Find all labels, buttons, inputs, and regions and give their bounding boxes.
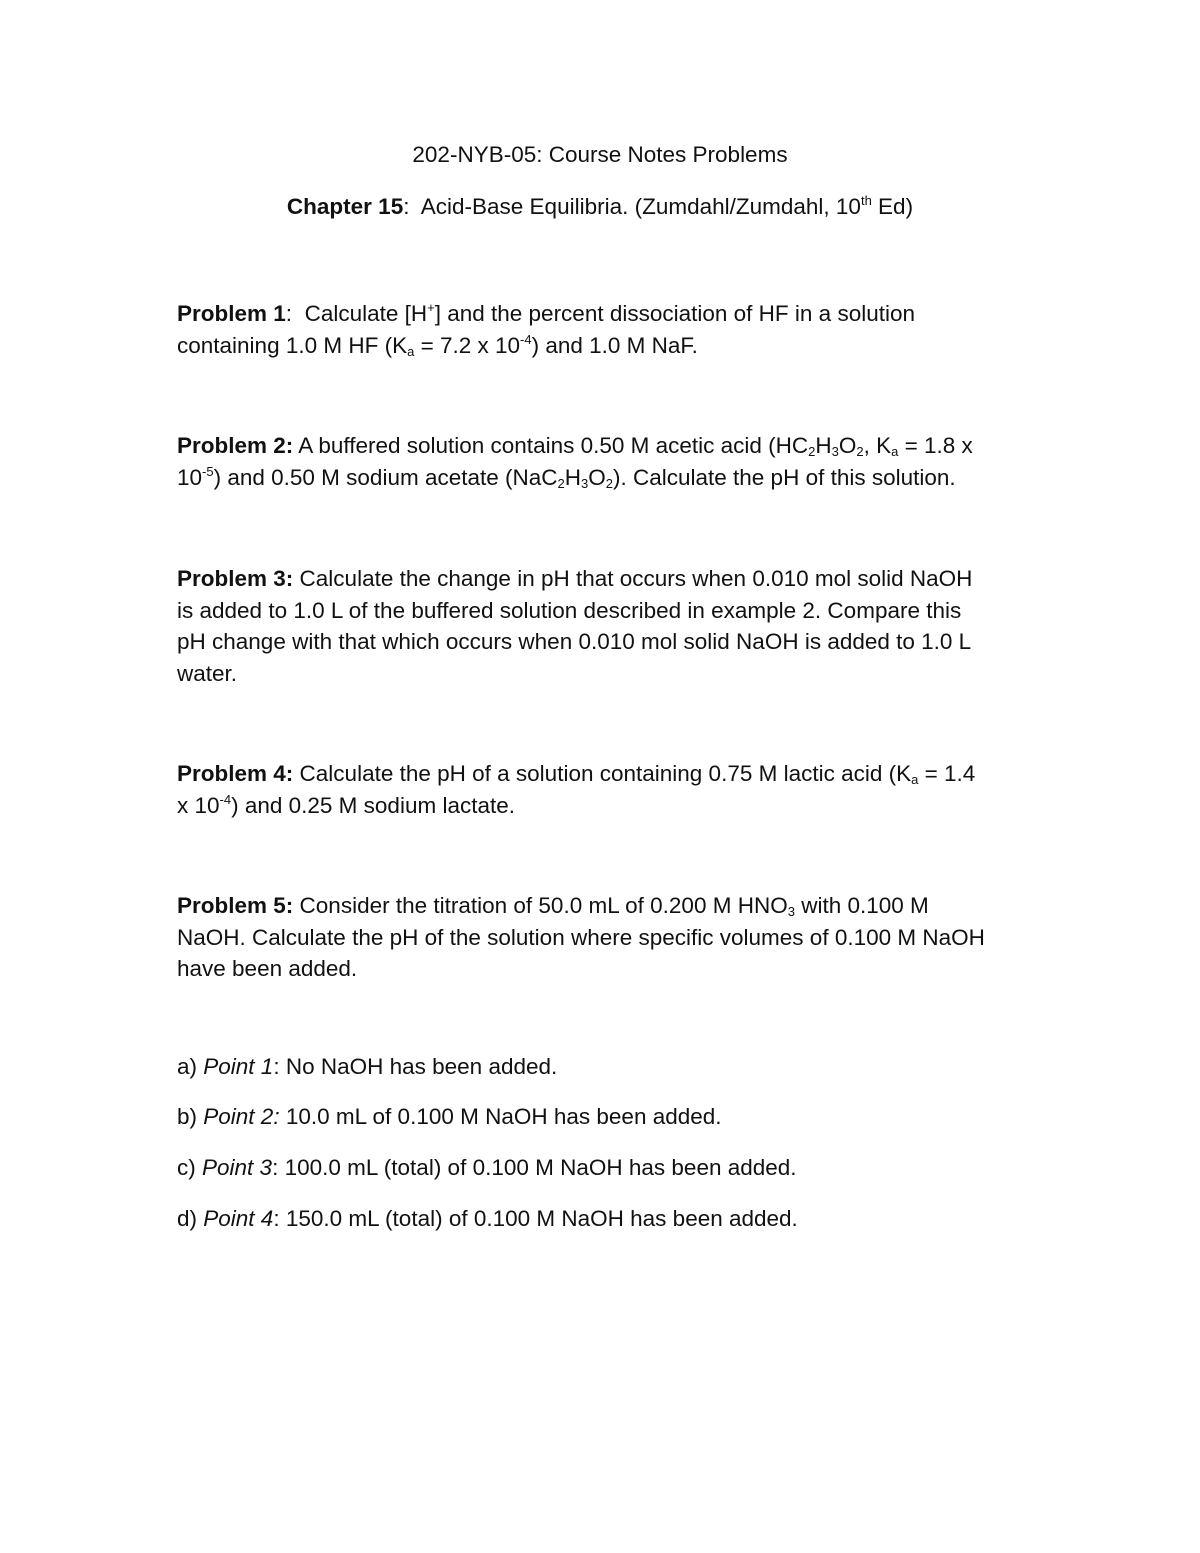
- edition-superscript: th: [860, 193, 872, 208]
- point-item-a: [177, 1054, 557, 1080]
- problem-3-line-3: [177, 626, 1037, 658]
- point-name: Point 4: [203, 1206, 274, 1231]
- point-letter: b): [177, 1104, 204, 1129]
- point-item-c: [177, 1155, 797, 1181]
- point-letter: d): [177, 1206, 204, 1231]
- edition-tail: Ed): [871, 194, 914, 219]
- problem-1-text: = 7.2 x 10: [414, 332, 521, 358]
- point-name: Point 2:: [203, 1104, 280, 1129]
- problem-2-label: Problem 2: [177, 433, 286, 458]
- problem-4-label: Problem 4: [177, 761, 286, 786]
- problem-4-text: ) and 0.25 M sodium lactate.: [231, 792, 515, 818]
- point-item-b: [177, 1104, 722, 1130]
- problem-5-label: Problem 5: [177, 893, 286, 918]
- problem-5-text: have been added.: [177, 956, 358, 981]
- problem-2: [177, 430, 1037, 493]
- problem-4-text: Calculate the pH of a solution containing 0.75 M lactic acid (K: [293, 761, 912, 786]
- problem-5: [177, 890, 1037, 985]
- problem-2-text: = 1.8 x: [898, 433, 973, 458]
- problem-5-line-2: [177, 922, 1037, 954]
- problem-2-text: H: [815, 433, 832, 458]
- problem-2-text: , K: [863, 433, 892, 458]
- problem-2-line-1: [177, 430, 1037, 462]
- subscript: a: [407, 343, 415, 359]
- point-text: : No NaOH has been added.: [273, 1054, 558, 1079]
- problem-4: [177, 758, 1037, 821]
- problem-1: [177, 298, 1037, 361]
- problem-4-text: = 1.4: [918, 761, 976, 786]
- subscript: 2: [856, 444, 864, 459]
- point-letter: c): [177, 1155, 202, 1180]
- problem-2-text: ) and 0.50 M sodium acetate (NaC: [213, 464, 558, 490]
- problem-5-text: with 0.100 M: [794, 893, 929, 918]
- point-letter: a): [177, 1054, 204, 1079]
- subscript: 2: [605, 475, 613, 491]
- point-name: Point 1: [203, 1054, 274, 1079]
- superscript: -4: [219, 791, 232, 807]
- course-title: [0, 142, 1200, 168]
- chapter-colon: :: [403, 194, 410, 219]
- problem-3-text: pH change with that which occurs when 0.010 mol solid NaOH is added to 1.0 L: [177, 629, 972, 654]
- problem-2-colon: :: [285, 433, 294, 458]
- problem-5-colon: :: [285, 893, 294, 918]
- chapter-label: Chapter 15: [286, 194, 404, 219]
- problem-1-text: ) and 1.0 M NaF.: [531, 332, 698, 358]
- subscript: 2: [808, 444, 816, 459]
- problem-3-text: water.: [177, 660, 238, 686]
- problem-5-line-1: [177, 890, 1037, 922]
- subscript: 2: [557, 475, 565, 491]
- subscript: a: [911, 772, 919, 787]
- problem-4-line-2: [177, 790, 1037, 822]
- subscript: 3: [787, 904, 795, 919]
- problem-3-text: Calculate the change in pH that occurs when 0.010 mol solid NaOH: [293, 566, 973, 591]
- problem-2-text: H: [564, 464, 581, 490]
- problem-2-line-2: [177, 462, 1037, 494]
- problem-1-label: Problem 1: [177, 301, 286, 326]
- point-name: Point 3: [202, 1155, 273, 1180]
- problem-2-text: O: [588, 464, 606, 490]
- subscript: a: [891, 444, 899, 459]
- superscript: -4: [520, 331, 532, 347]
- problem-4-line-1: [177, 758, 1037, 790]
- problem-3-colon: :: [285, 566, 294, 591]
- point-text: 10.0 mL of 0.100 M NaOH has been added.: [279, 1104, 722, 1129]
- problem-5-line-3: [177, 953, 1037, 985]
- course-title-text: 202-NYB-05: Course Notes Problems: [412, 142, 788, 167]
- problem-2-text: ). Calculate the pH of this solution.: [612, 464, 956, 490]
- problem-1-line-1: [177, 298, 1037, 330]
- chapter-heading: [0, 194, 1200, 220]
- problem-4-text: x 10: [177, 792, 220, 818]
- point-text: : 100.0 mL (total) of 0.100 M NaOH has been added.: [272, 1155, 797, 1180]
- problem-3-text: is added to 1.0 L of the buffered solution described in example 2. Compare this: [177, 597, 962, 623]
- problem-1-text: containing 1.0 M HF (K: [177, 332, 408, 358]
- problem-5-text: Consider the titration of 50.0 mL of 0.200 M HNO: [293, 893, 788, 918]
- problem-1-text: ] and the percent dissociation of HF in a solution: [434, 301, 915, 326]
- problem-2-text: A buffered solution contains 0.50 M acetic acid (HC: [293, 433, 809, 458]
- problem-3-line-2: [177, 595, 1037, 627]
- point-text: : 150.0 mL (total) of 0.100 M NaOH has been added.: [273, 1206, 798, 1231]
- problem-4-colon: :: [285, 761, 294, 786]
- problem-3-line-4: [177, 658, 1037, 690]
- problem-3: [177, 563, 1037, 689]
- problem-5-text: NaOH. Calculate the pH of the solution where specific volumes of 0.100 M NaOH: [177, 924, 985, 950]
- problem-2-text: 10: [177, 464, 203, 490]
- superscript: +: [427, 300, 435, 315]
- problem-3-line-1: [177, 563, 1037, 595]
- problem-2-text: O: [838, 433, 857, 458]
- problem-1-text: Calculate [H: [292, 301, 428, 326]
- superscript: -5: [202, 463, 214, 479]
- problem-1-line-2: [177, 330, 1037, 362]
- chapter-text: Acid-Base Equilibria. (Zumdahl/Zumdahl, 10: [409, 194, 861, 219]
- point-item-d: [177, 1206, 798, 1232]
- problem-3-label: Problem 3: [177, 566, 286, 591]
- subscript: 3: [831, 444, 839, 459]
- problem-1-colon: :: [285, 301, 293, 326]
- subscript: 3: [581, 475, 589, 491]
